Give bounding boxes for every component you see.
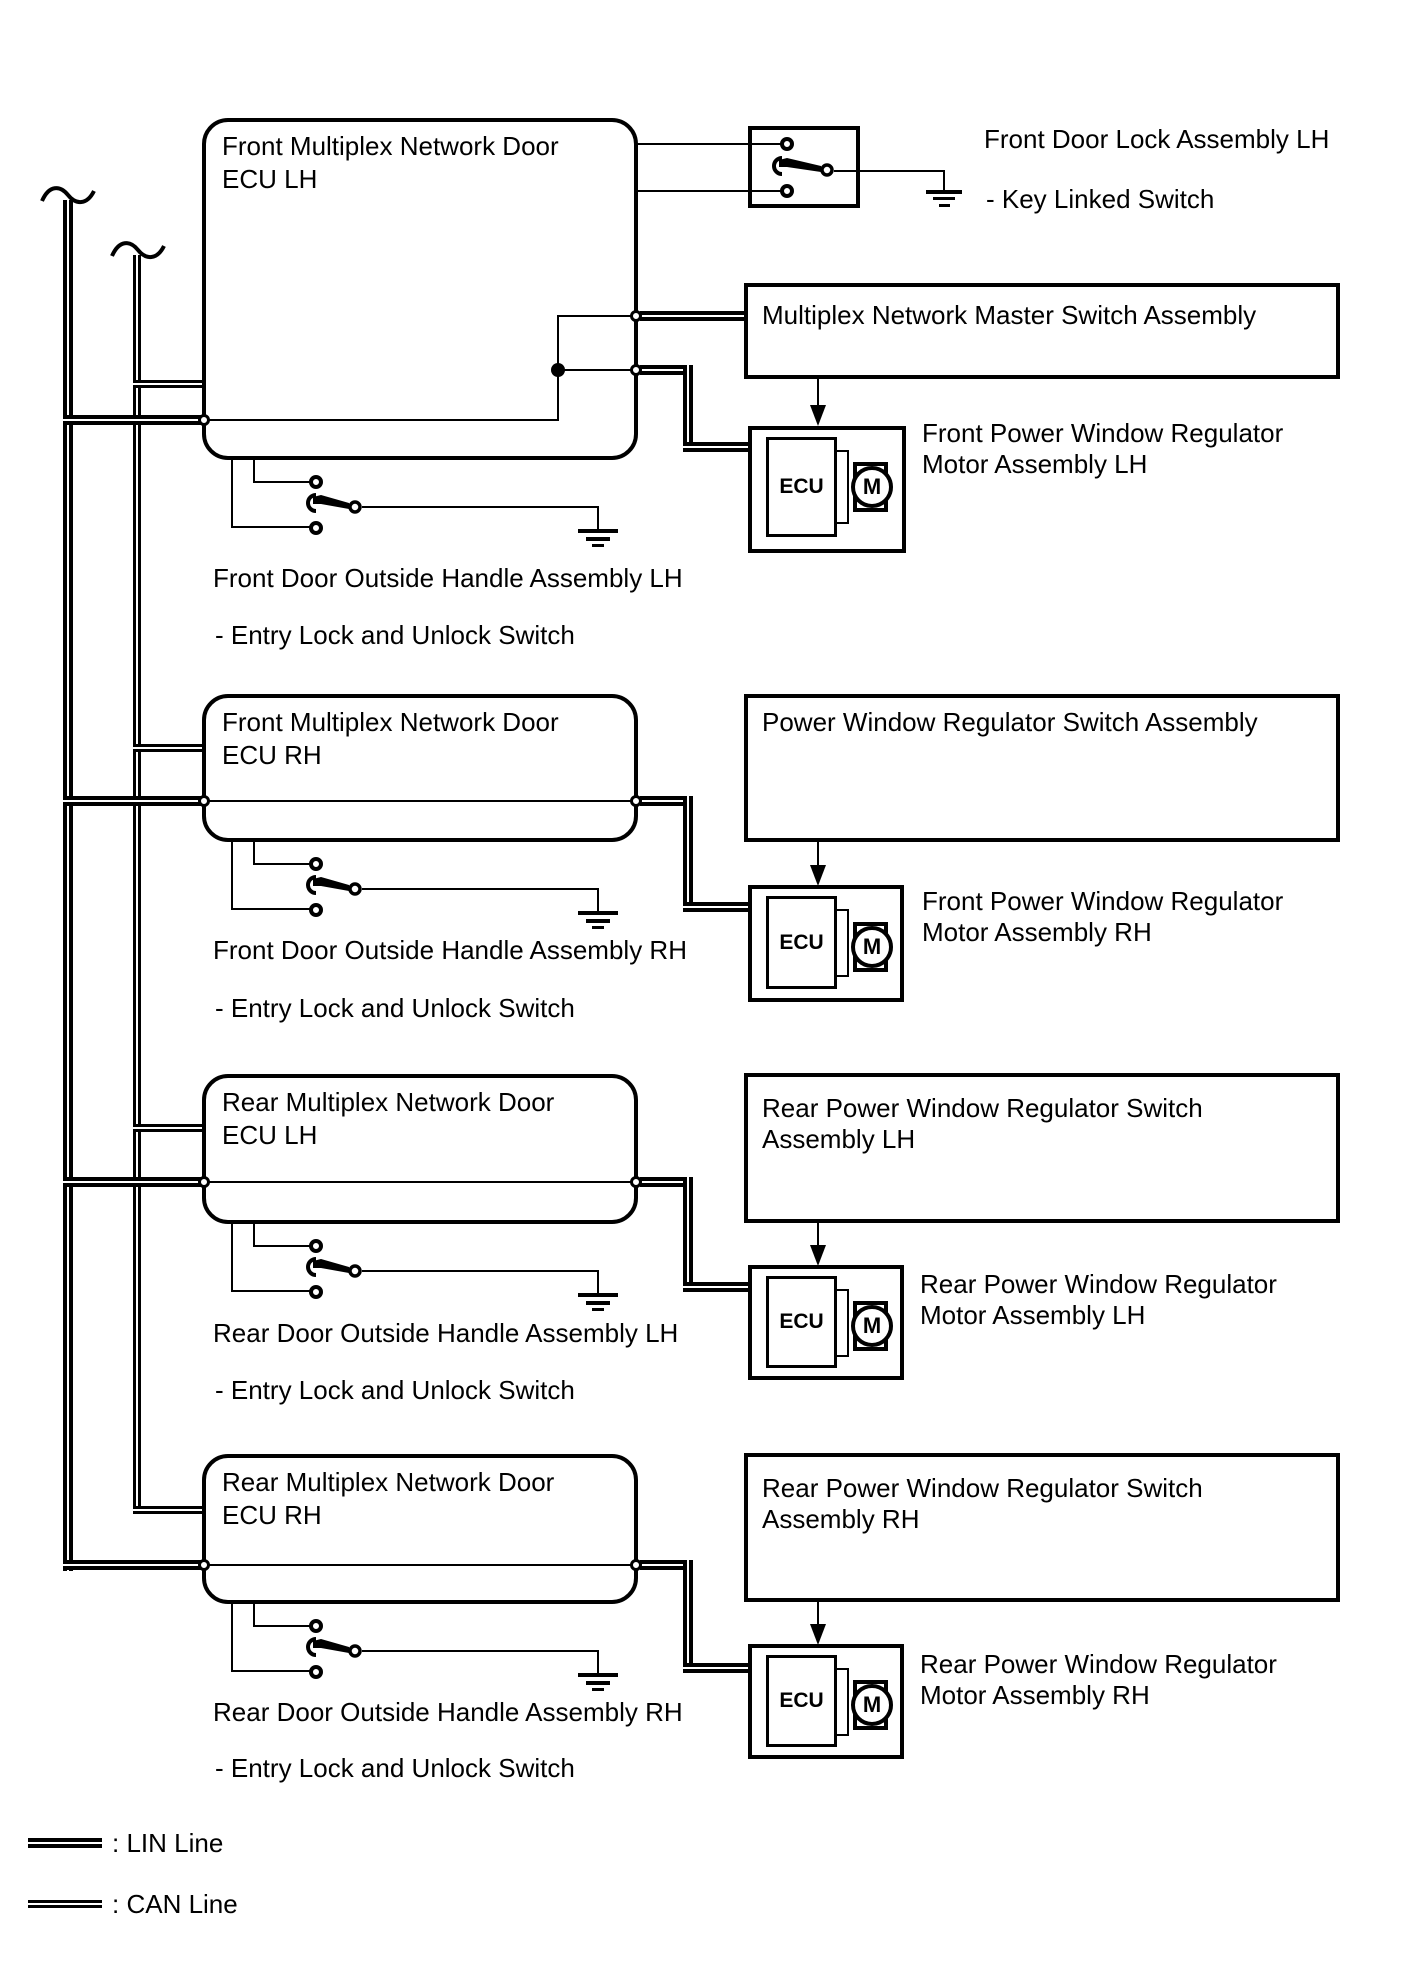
motor-label: Rear Power Window Regulator Motor Assembly RH — [920, 1649, 1277, 1710]
pw-switch-label: Rear Power Window Regulator Switch Assembly RH — [762, 1473, 1203, 1534]
handle-label: Rear Door Outside Handle Assembly LH — [213, 1318, 679, 1348]
handle-label: Front Door Outside Handle Assembly RH — [213, 935, 687, 965]
ecu-title-line2: ECU LH — [222, 164, 318, 194]
motor-ecu-box: ECU — [766, 1655, 837, 1747]
ecu-title: Front Multiplex Network Door ECU RH — [222, 707, 559, 770]
motor-circle: M — [851, 466, 893, 508]
switch-lever-icon — [299, 1634, 369, 1664]
wire — [362, 506, 598, 508]
switch-terminal — [309, 1285, 323, 1299]
wire — [847, 1668, 849, 1736]
switch-terminal — [309, 521, 323, 535]
wire — [253, 460, 255, 483]
arrow-down-icon — [810, 1624, 826, 1645]
lin-line — [683, 1663, 748, 1673]
ecu-title — [222, 130, 559, 196]
arrow-down-icon — [810, 865, 826, 886]
wire — [847, 450, 849, 524]
internal-wire — [205, 1564, 633, 1566]
wire — [253, 1625, 310, 1627]
handle-sub-label: - Entry Lock and Unlock Switch — [215, 1753, 575, 1783]
wire — [943, 170, 945, 191]
lin-branch — [63, 1177, 206, 1187]
internal-wire — [205, 419, 559, 421]
arrow-down-icon — [810, 1245, 826, 1266]
motor-label: Front Power Window Regulator Motor Assembly LH — [922, 418, 1284, 479]
motor-circle: M — [851, 1684, 893, 1726]
bus-break-squiggle-icon — [110, 238, 166, 264]
switch-terminal — [309, 475, 323, 489]
handle-label: Front Door Outside Handle Assembly LH — [213, 563, 683, 593]
wire — [847, 1289, 849, 1357]
wire — [231, 1604, 233, 1672]
wire — [597, 1650, 599, 1674]
lin-line — [640, 311, 744, 321]
lock-sub-label: - Key Linked Switch — [986, 184, 1215, 214]
wire — [597, 1270, 599, 1294]
switch-lever-icon — [299, 490, 369, 520]
can-branch — [133, 744, 203, 752]
wire — [253, 1224, 255, 1247]
lock-label: Front Door Lock Assembly LH — [984, 124, 1330, 154]
switch-terminal — [309, 1619, 323, 1633]
internal-wire — [205, 1181, 633, 1183]
switch-lever-icon — [299, 1254, 369, 1284]
arrow-line — [817, 1602, 819, 1626]
lin-line — [683, 1177, 693, 1292]
lin-line — [683, 1282, 748, 1292]
wire — [231, 1224, 233, 1292]
switch-terminal — [309, 1665, 323, 1679]
switch-lever-icon — [299, 872, 369, 902]
wire — [231, 842, 233, 910]
can-bus — [133, 255, 141, 1514]
pw-switch-label: Power Window Regulator Switch Assembly — [762, 707, 1258, 737]
connector-circle — [630, 1559, 642, 1571]
lin-branch — [63, 1560, 206, 1570]
legend-can-sample — [28, 1900, 102, 1908]
arrow-line — [817, 1223, 819, 1247]
wire — [597, 506, 599, 530]
handle-label: Rear Door Outside Handle Assembly RH — [213, 1697, 683, 1727]
lin-line — [683, 796, 693, 912]
switch-terminal — [780, 184, 794, 198]
switch-terminal — [780, 137, 794, 151]
legend-can-label: : CAN Line — [112, 1889, 238, 1919]
connector-circle — [198, 1176, 210, 1188]
wire — [231, 1290, 310, 1292]
motor-ecu-box: ECU — [766, 896, 837, 989]
wire — [253, 1245, 310, 1247]
internal-wire — [557, 369, 635, 371]
switch-terminal — [309, 1239, 323, 1253]
arrow-line — [817, 842, 819, 867]
arrow-down-icon — [810, 405, 826, 426]
wire — [231, 908, 310, 910]
wire — [253, 1604, 255, 1627]
wire — [231, 526, 310, 528]
handle-sub-label: - Entry Lock and Unlock Switch — [215, 993, 575, 1023]
switch-terminal — [309, 903, 323, 917]
bus-break-squiggle-icon — [40, 183, 96, 209]
motor-label: Front Power Window Regulator Motor Assembly RH — [922, 886, 1284, 947]
wire — [362, 1270, 598, 1272]
connector-circle — [198, 1559, 210, 1571]
handle-sub-label: - Entry Lock and Unlock Switch — [215, 1375, 575, 1405]
lin-branch — [63, 415, 206, 425]
internal-wire — [205, 800, 633, 802]
master-switch-label: Multiplex Network Master Switch Assembly — [762, 300, 1257, 330]
wire — [362, 1650, 598, 1652]
wire — [253, 863, 310, 865]
motor-ecu-box: ECU — [766, 1276, 837, 1368]
can-branch — [133, 380, 203, 388]
switch-terminal — [309, 857, 323, 871]
wire — [231, 460, 233, 528]
wire — [362, 888, 598, 890]
arrow-line — [817, 379, 819, 407]
connector-circle — [198, 795, 210, 807]
connector-circle — [198, 414, 210, 426]
wire — [834, 170, 944, 172]
lin-bus — [63, 200, 73, 1571]
legend-lin-sample — [28, 1838, 102, 1848]
handle-sub-label: - Entry Lock and Unlock Switch — [215, 620, 575, 650]
can-branch — [133, 1124, 203, 1132]
internal-wire — [557, 315, 635, 317]
wire — [847, 909, 849, 977]
wire — [231, 1670, 310, 1672]
ecu-title: Rear Multiplex Network Door ECU RH — [222, 1467, 555, 1530]
wire — [253, 481, 310, 483]
motor-ecu-box: ECU — [766, 437, 837, 537]
lin-line — [683, 902, 748, 912]
connector-circle — [630, 1176, 642, 1188]
motor-circle: M — [851, 1305, 893, 1347]
can-branch — [133, 1506, 203, 1514]
ecu-title-line1: Front Multiplex Network Door — [222, 131, 559, 161]
legend-lin-label: : LIN Line — [112, 1828, 224, 1858]
lin-branch — [63, 796, 206, 806]
connector-circle — [630, 364, 642, 376]
motor-circle: M — [851, 926, 893, 968]
switch-lever-icon — [765, 153, 839, 183]
pw-switch-label: Rear Power Window Regulator Switch Assembly LH — [762, 1093, 1203, 1154]
wire — [253, 842, 255, 865]
lin-line — [683, 1560, 693, 1673]
connector-circle — [630, 310, 642, 322]
master-switch-box — [744, 283, 1340, 379]
lin-line — [683, 442, 748, 452]
motor-label: Rear Power Window Regulator Motor Assembly LH — [920, 1269, 1277, 1330]
connector-circle — [630, 795, 642, 807]
wire — [597, 888, 599, 912]
junction-dot — [551, 363, 565, 377]
ecu-title: Rear Multiplex Network Door ECU LH — [222, 1087, 555, 1150]
lin-line — [683, 365, 693, 452]
